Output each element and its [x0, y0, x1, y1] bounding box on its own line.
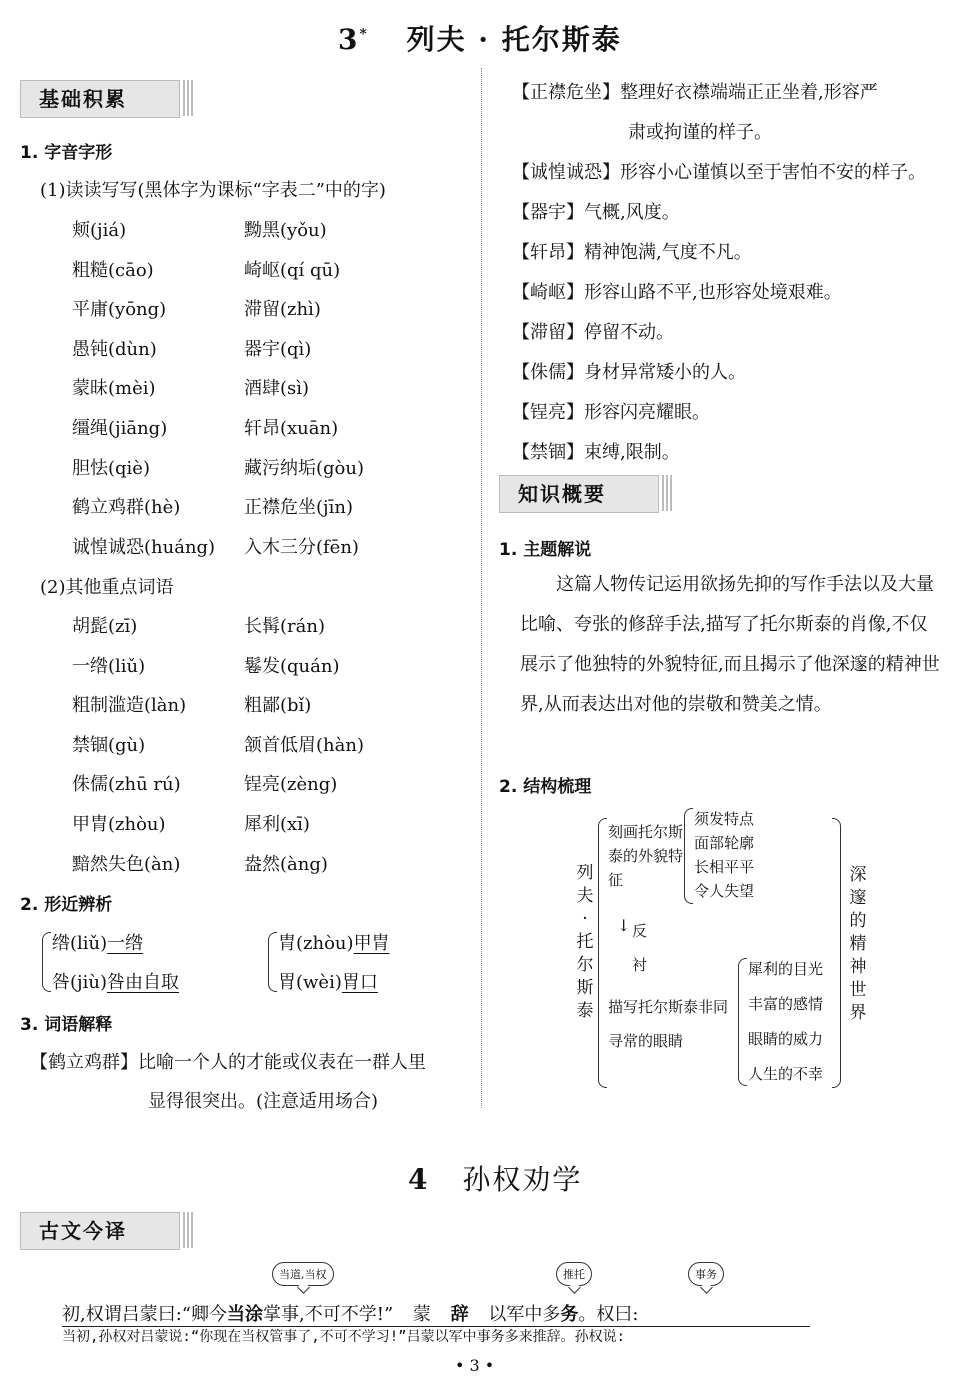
lesson-number: 3	[338, 23, 360, 56]
orig-key-wu: 务	[560, 1304, 579, 1325]
word-item: 藏污纳垢(gòu)	[244, 457, 364, 479]
word-item: 蒙昧(mèi)	[72, 378, 156, 400]
xingjin-b1-prefix: 胄(zhòu)	[278, 933, 354, 954]
original-line	[62, 1300, 810, 1327]
structure-branch2: 描写托尔斯泰非同寻常的眼睛	[608, 998, 729, 1050]
word-item: 黯然失色(àn)	[72, 853, 181, 875]
explain-cont: 肃或拘谨的样子。	[628, 122, 772, 143]
word-item: 长髯(rán)	[244, 616, 325, 637]
explain-term: 【滞留】	[512, 322, 584, 343]
explain-term: 【禁锢】	[512, 442, 584, 463]
structure-brace-right	[832, 818, 841, 1088]
orig-part1: 初,权谓吕蒙曰:“卿今	[62, 1304, 227, 1325]
word-item: 鹤立鸡群(hè)	[72, 497, 181, 519]
structure-item: 令人失望	[694, 882, 755, 900]
xingjin-a2-word: 咎由自取	[106, 972, 179, 993]
structure-brace-branch2	[738, 958, 747, 1086]
word-item: 锃亮(zèng)	[244, 774, 338, 796]
word-item: 鬈发(quán)	[244, 655, 340, 677]
word-item: 滞留(zhì)	[244, 299, 321, 321]
explain-entry	[512, 318, 674, 344]
bubble-dangtu: 当道,当权	[272, 1262, 334, 1286]
explain-entry	[512, 398, 710, 424]
structure-brace-main	[598, 818, 607, 1088]
word-item: 粗糙(cāo)	[72, 259, 154, 281]
word-item: 颔首低眉(hàn)	[244, 734, 364, 756]
explain-left-line2: 显得很突出。(注意适用场合)	[148, 1091, 379, 1112]
explain-entry	[512, 358, 746, 384]
explain-entry	[512, 78, 878, 104]
word-item: 诚惶诚恐(huáng)	[72, 536, 216, 558]
orig-part3: 蒙	[412, 1304, 431, 1325]
xingjin-b2-prefix: 胃(wèi)	[278, 972, 342, 993]
structure-title: 2. 结构梳理	[499, 777, 592, 797]
word-item: 器宇(qì)	[244, 338, 312, 360]
word-item: 一绺(liǔ)	[72, 655, 146, 677]
word-item: 禁锢(gù)	[72, 734, 146, 756]
structure-item: 眼睛的威力	[748, 1030, 824, 1048]
word-item: 粗鄙(bǐ)	[244, 695, 312, 717]
explain-term: 【器宇】	[512, 202, 584, 223]
word-item: 胆怯(qiè)	[72, 457, 150, 479]
theme-title: 1. 主题解说	[499, 540, 592, 560]
theme-text: 这篇人物传记运用欲扬先抑的写作手法以及大量比喻、夸张的修辞手法,描写了托尔斯泰的肖像,不仅展示了他独特的外貌特征,而且揭示了他深邃的精神世界,从而表达出对他的崇敬和赞美之情。	[520, 574, 940, 715]
explain-text: 精神饱满,气度不凡。	[584, 242, 752, 263]
xingjin-b1	[278, 929, 390, 955]
word-item: 平庸(yōng)	[72, 299, 167, 321]
word-item: 愚钝(dùn)	[72, 338, 157, 360]
xingjin-a1	[52, 929, 143, 955]
explain-text: 束缚,限制。	[584, 442, 680, 463]
explain-left-term: 【鹤立鸡群】	[30, 1052, 138, 1073]
structure-branch1: 刻画托尔斯泰的外貌特征	[608, 823, 684, 889]
item2-title: 2. 形近辨析	[20, 895, 113, 915]
word-item: 甲胄(zhòu)	[72, 814, 166, 835]
explain-entry	[512, 238, 752, 264]
item1-sub1: (1)读读写写(黑体字为课标“字表二”中的字)	[40, 180, 386, 201]
item3-title: 3. 词语解释	[20, 1015, 113, 1035]
explain-term: 【诚惶诚恐】	[512, 162, 620, 183]
brace-a	[42, 932, 51, 992]
lesson3-title	[338, 18, 622, 58]
orig-part2: 掌事,不可不学!”	[263, 1304, 394, 1325]
orig-key-ci: 辞	[450, 1304, 469, 1325]
bubble-wu: 事务	[688, 1262, 724, 1286]
word-item: 犀利(xī)	[244, 814, 310, 835]
structure-root: 列夫·托尔斯泰	[576, 863, 594, 1021]
column-divider	[481, 68, 482, 1108]
lesson4-number: 4	[408, 1163, 430, 1196]
xingjin-a1-prefix: 绺(liǔ)	[52, 933, 108, 954]
explain-entry	[512, 158, 926, 184]
structure-item: 须发特点	[694, 810, 755, 828]
section-knowledge: 知识概要	[499, 475, 659, 513]
structure-result: 深邃的精神世界	[849, 865, 867, 1023]
orig-key-dangtu: 当涂	[227, 1304, 263, 1325]
explain-term: 【锃亮】	[512, 402, 584, 423]
word-item: 黝黑(yǒu)	[244, 220, 327, 241]
explain-text: 停留不动。	[584, 322, 674, 343]
explain-entry	[512, 278, 842, 304]
xingjin-b2	[278, 968, 378, 994]
explain-text: 气概,风度。	[584, 202, 680, 223]
structure-item: 面部轮廓	[694, 834, 755, 852]
structure-item: 犀利的目光	[748, 960, 824, 978]
structure-item: 长相平平	[694, 858, 755, 876]
xingjin-b2-word: 胃口	[341, 972, 378, 993]
lesson4-title-text: 孙权劝学	[462, 1163, 583, 1196]
word-item: 入木三分(fēn)	[244, 536, 359, 558]
brace-b	[268, 932, 277, 992]
xingjin-a1-word: 一绺	[107, 933, 144, 954]
lesson-title-text: 列夫 · 托尔斯泰	[406, 23, 622, 56]
explain-entry	[512, 198, 680, 224]
structure-item: 人生的不幸	[748, 1065, 824, 1083]
explain-text: 整理好衣襟端端正正坐着,形容严	[620, 82, 878, 103]
explain-term: 【侏儒】	[512, 362, 584, 383]
xingjin-b1-word: 甲胄	[353, 933, 390, 954]
explain-text: 形容小心谨慎以至于害怕不安的样子。	[620, 162, 926, 183]
explain-left-line1	[30, 1048, 426, 1074]
lesson4-title	[408, 1158, 582, 1198]
word-item: 酒肆(sì)	[244, 378, 310, 400]
word-item: 胡髭(zī)	[72, 616, 138, 637]
item1-sub2: (2)其他重点词语	[40, 577, 174, 598]
section-basic: 基础积累	[20, 80, 180, 118]
explain-entry	[512, 438, 680, 464]
word-item: 正襟危坐(jīn)	[244, 497, 353, 519]
word-item: 颊(jiá)	[72, 220, 127, 241]
structure-item: 丰富的感情	[748, 995, 824, 1013]
word-item: 粗制滥造(làn)	[72, 695, 187, 717]
word-item: 侏儒(zhū rú)	[72, 774, 181, 796]
translation-line: 当初,孙权对吕蒙说:“你现在当权管事了,不可不学习!”吕蒙以军中事务多来推辞。孙权说:	[62, 1329, 625, 1345]
page-number: • 3 •	[455, 1356, 495, 1375]
explain-left-text: 比喻一个人的才能或仪表在一群人里	[138, 1052, 426, 1073]
word-item: 缰绳(jiāng)	[72, 418, 168, 439]
structure-brace-branch1	[684, 808, 693, 904]
explain-text: 形容闪亮耀眼。	[584, 402, 710, 423]
explain-text: 形容山路不平,也形容处境艰难。	[584, 282, 842, 303]
bubble-ci: 推托	[556, 1262, 592, 1286]
orig-part4: 以军中多	[488, 1304, 561, 1325]
lesson-mark: *	[359, 26, 369, 43]
explain-text: 身材异常矮小的人。	[584, 362, 746, 383]
word-item: 轩昂(xuān)	[244, 418, 339, 439]
word-item: 盎然(àng)	[244, 853, 328, 875]
word-item: 崎岖(qí qū)	[244, 259, 341, 281]
explain-term: 【轩昂】	[512, 242, 584, 263]
xingjin-a2-prefix: 咎(jiù)	[52, 972, 107, 993]
explain-term: 【正襟危坐】	[512, 82, 620, 103]
xingjin-a2	[52, 968, 179, 994]
contrast-arrow: ↓	[617, 916, 631, 935]
structure-contrast: 反衬	[632, 922, 648, 974]
orig-part5: 。权曰:	[578, 1304, 639, 1325]
item1-title: 1. 字音字形	[20, 143, 113, 163]
section-translate: 古文今译	[20, 1212, 180, 1250]
explain-term: 【崎岖】	[512, 282, 584, 303]
